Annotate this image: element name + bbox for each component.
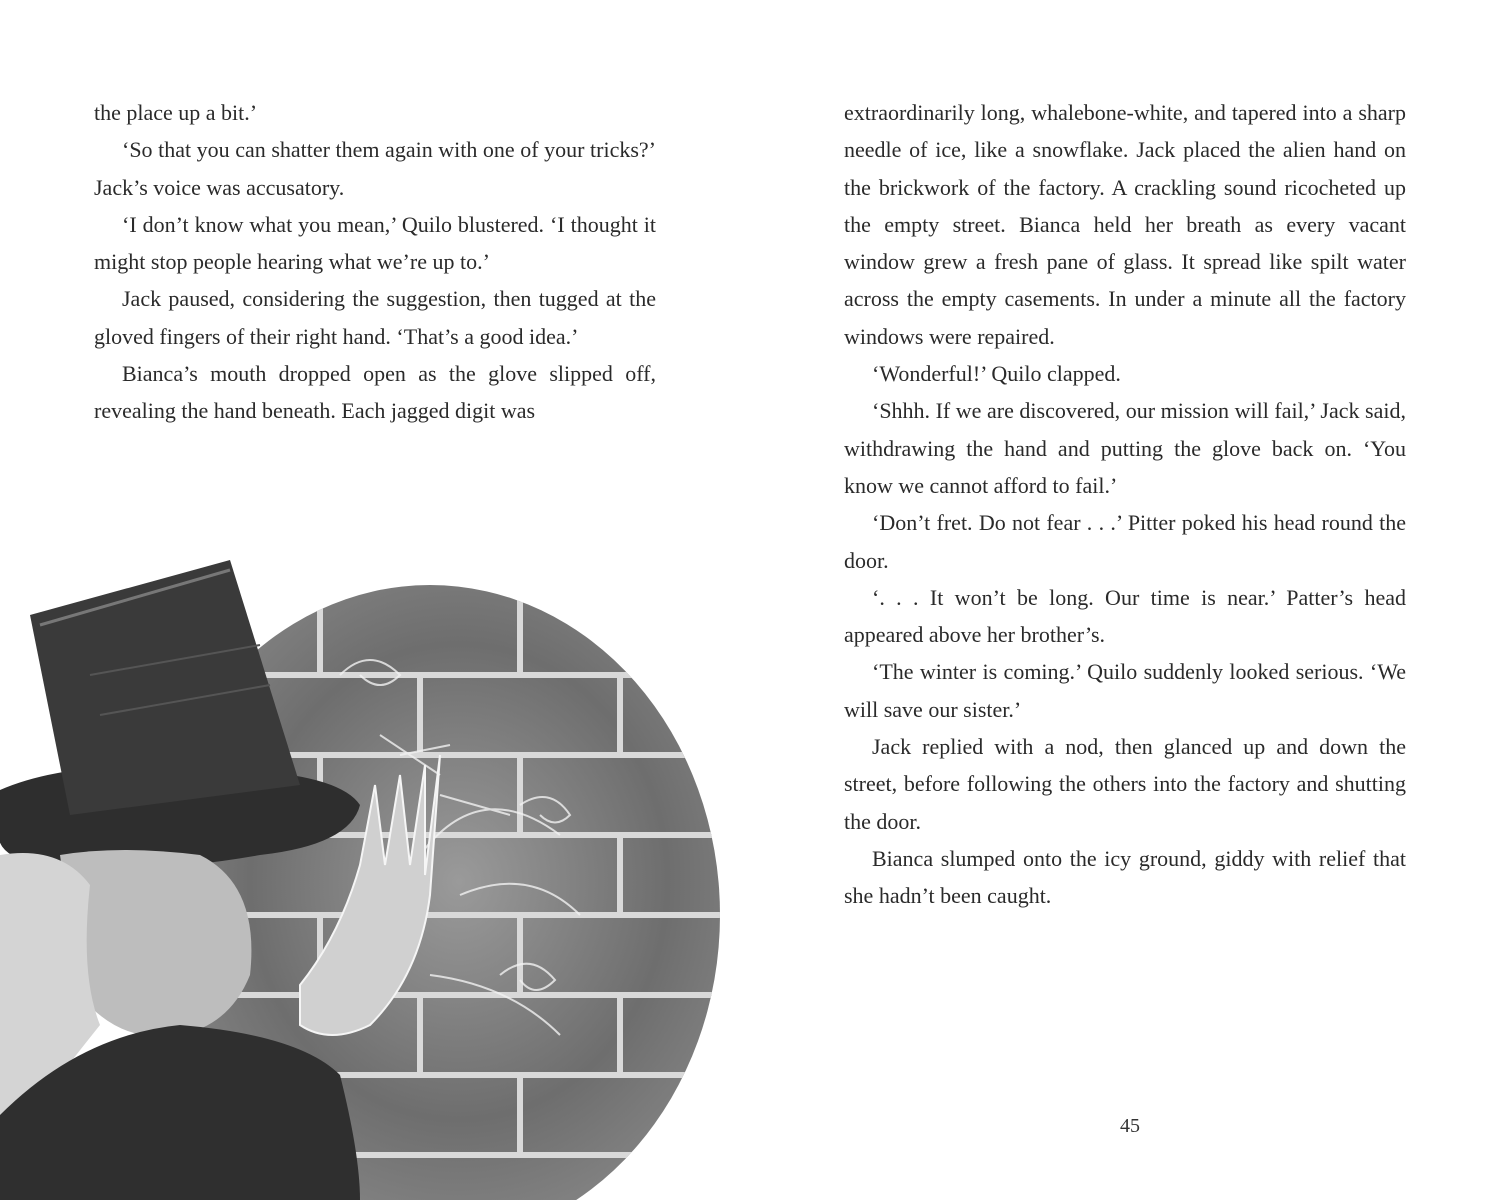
right-text-block bbox=[844, 94, 1406, 915]
paragraph: Jack replied with a nod, then glanced up and down the street, before following the others into the factory and shutting the door. bbox=[844, 734, 1406, 834]
paragraph: Jack paused, considering the suggestion, then tugged at the gloved fingers of their right hand. ‘That’s a good idea.’ bbox=[94, 286, 656, 349]
paragraph: ‘Wonderful!’ Quilo clapped. bbox=[872, 361, 1121, 387]
right-page bbox=[750, 0, 1500, 1200]
paragraph: the place up a bit.’ bbox=[94, 100, 258, 125]
left-text-block bbox=[94, 94, 656, 430]
paragraph: Bianca’s mouth dropped open as the glove slipped off, revealing the hand beneath. Each jagged digit was bbox=[94, 361, 656, 424]
paragraph: ‘. . . It won’t be long. Our time is near.’ Patter’s head appeared above her brother’s. bbox=[844, 584, 1406, 648]
page-number: 45 bbox=[1120, 1115, 1140, 1137]
illustration-top-hat-figure bbox=[0, 555, 720, 1200]
paragraph: ‘The winter is coming.’ Quilo suddenly looked serious. ‘We will save our sister.’ bbox=[844, 659, 1406, 722]
paragraph: ‘Shhh. If we are discovered, our mission will fail,’ Jack said, withdrawing the hand and putting the glove back on. ‘You know we cannot afford to fail.’ bbox=[844, 398, 1406, 498]
paragraph: ‘I don’t know what you mean,’ Quilo blustered. ‘I thought it might stop people hearing what we’re up to.’ bbox=[94, 211, 656, 275]
paragraph: ‘Don’t fret. Do not fear . . .’ Pitter poked his head round the door. bbox=[844, 510, 1406, 573]
paragraph: Bianca slumped onto the icy ground, giddy with relief that she hadn’t been caught. bbox=[844, 845, 1406, 909]
paragraph: extraordinarily long, whalebone-white, and tapered into a sharp needle of ice, like a snowflake. Jack placed the alien hand on the brickwork of the factory. A crackling sound ricocheted up the empty street. Bianca held her breath as every vacant window grew a fresh pane of glass. It spread like spilt water across the empty casements. In under a minute all the factory windows were repaired. bbox=[844, 100, 1406, 349]
paragraph: ‘So that you can shatter them again with one of your tricks?’ Jack’s voice was accusatory. bbox=[94, 137, 656, 200]
